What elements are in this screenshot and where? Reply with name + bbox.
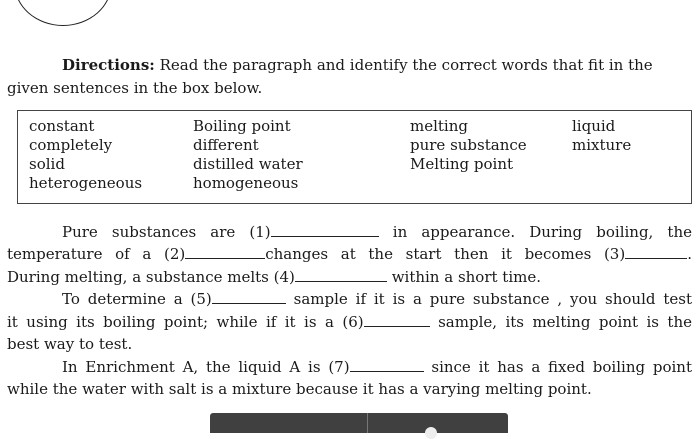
blank-4 bbox=[295, 267, 387, 282]
word: Boiling point bbox=[193, 117, 291, 135]
bottom-toolbar[interactable] bbox=[210, 413, 508, 433]
text: During melting, a substance melts (4) bbox=[7, 268, 295, 286]
word: different bbox=[193, 136, 259, 154]
text: temperature of a (2) bbox=[7, 245, 186, 263]
paragraph-line-8: while the water with salt is a mixture because it has a varying melting point. bbox=[7, 380, 592, 398]
blank-2 bbox=[185, 244, 265, 259]
text: sample if it is a pure substance , you should test bbox=[293, 290, 692, 308]
paragraph-line-3 bbox=[7, 267, 541, 287]
blank-3 bbox=[625, 244, 687, 259]
word-column-1 bbox=[29, 117, 142, 193]
blank-7 bbox=[350, 357, 424, 372]
text: Pure substances are (1) bbox=[62, 223, 271, 241]
paragraph-line-6: best way to test. bbox=[7, 335, 133, 353]
word: solid bbox=[29, 155, 65, 173]
word: mixture bbox=[572, 136, 632, 154]
word: pure substance bbox=[410, 136, 527, 154]
paragraph-line-7 bbox=[62, 357, 692, 377]
directions-line2: given sentences in the box below. bbox=[7, 79, 263, 97]
word-column-3 bbox=[410, 117, 527, 174]
paragraph-line-1 bbox=[62, 222, 692, 242]
blank-5 bbox=[212, 289, 286, 304]
school-logo bbox=[14, 0, 112, 26]
blank-6 bbox=[364, 312, 430, 327]
word-box bbox=[17, 110, 692, 204]
word: heterogeneous bbox=[29, 174, 143, 192]
directions-text: Read the paragraph and identify the correct words that fit in the bbox=[159, 56, 653, 74]
word: completely bbox=[29, 136, 113, 154]
circle-icon[interactable] bbox=[425, 427, 437, 439]
text: . bbox=[687, 245, 692, 263]
toolbar-divider bbox=[367, 413, 368, 433]
text: it using its boiling point; while if it is a (6) bbox=[7, 313, 364, 331]
text: within a short time. bbox=[391, 268, 541, 286]
text: changes at the start then it becomes (3) bbox=[265, 245, 626, 263]
paragraph-line-4 bbox=[62, 289, 692, 309]
word: homogeneous bbox=[193, 174, 299, 192]
word: liquid bbox=[572, 117, 616, 135]
paragraph-line-5 bbox=[7, 312, 692, 332]
directions-line1 bbox=[62, 55, 686, 75]
text: sample, its melting point is the bbox=[438, 313, 692, 331]
text: in appearance. During boiling, the bbox=[392, 223, 692, 241]
text: since it has a fixed boiling point bbox=[431, 358, 692, 376]
directions-label: Directions: bbox=[62, 56, 155, 74]
word: Melting point bbox=[410, 155, 514, 173]
word-column-4 bbox=[572, 117, 631, 155]
blank-1 bbox=[271, 222, 379, 237]
word: distilled water bbox=[193, 155, 303, 173]
text: To determine a (5) bbox=[62, 290, 212, 308]
word: constant bbox=[29, 117, 95, 135]
word: melting bbox=[410, 117, 468, 135]
paragraph-line-2 bbox=[7, 244, 692, 264]
text: In Enrichment A, the liquid A is (7) bbox=[62, 358, 350, 376]
word-column-2 bbox=[193, 117, 303, 193]
